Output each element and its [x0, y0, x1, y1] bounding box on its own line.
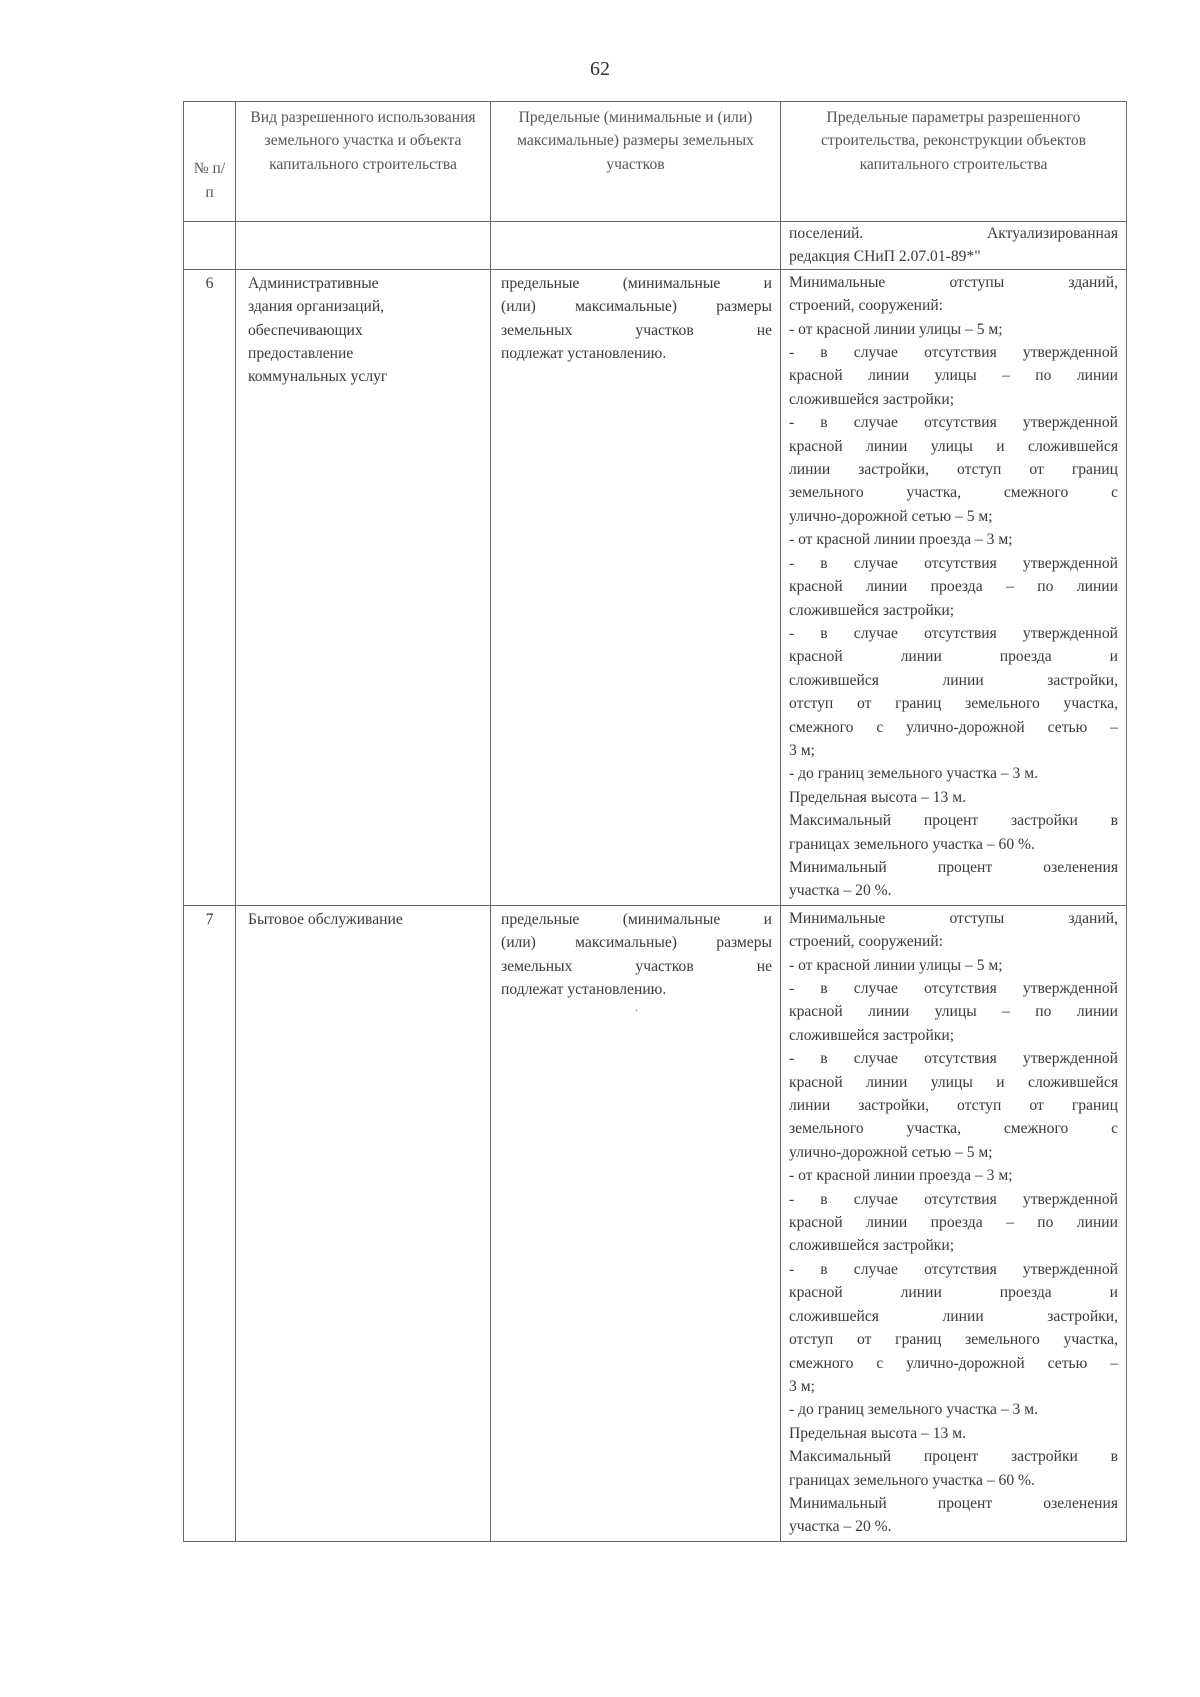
param-line: границах земельного участка – 60 %.	[789, 1471, 1035, 1489]
param-line: сложившейся линии застройки,	[789, 671, 1118, 689]
plot-size-line: земельных участков не	[501, 321, 772, 339]
param-line: красной линии проезда – по линии	[789, 1214, 1118, 1232]
plot-size-line: предельные (минимальные и	[501, 910, 772, 928]
param-line: линии застройки, отступ от границ	[789, 461, 1118, 479]
param-line: - в случае отсутствия утвержденной	[789, 1050, 1118, 1068]
param-line: Предельная высота – 13 м.	[789, 1424, 966, 1442]
param-line: красной линии улицы и сложившейся	[789, 1073, 1118, 1091]
param-line: - в случае отсутствия утвержденной	[789, 414, 1118, 432]
continuation-row	[184, 222, 1127, 270]
use-kind-cell	[236, 905, 491, 1541]
param-line: Минимальный процент озеленения	[789, 1494, 1118, 1512]
param-line: Максимальный процент застройки в	[789, 812, 1118, 830]
header-params: Предельные параметры разрешенного строительства, реконструкции объектов капитального строительства	[781, 102, 1127, 222]
param-line: красной линии улицы – по линии	[789, 1003, 1118, 1021]
param-line: сложившейся линии застройки,	[789, 1307, 1118, 1325]
table-row	[184, 269, 1127, 905]
param-line: - в случае отсутствия утвержденной	[789, 624, 1118, 642]
param-line: 3 м;	[789, 741, 815, 759]
build-params-cell	[781, 905, 1127, 1541]
header-sizes: Предельные (минимальные и (или) максимальные) размеры земельных участков	[491, 102, 781, 222]
param-line: улично-дорожной сетью – 5 м;	[789, 1143, 993, 1161]
param-line: поселений. Актуализированная	[789, 225, 1118, 242]
row-number: 6	[184, 269, 236, 905]
param-line: смежного с улично-дорожной сетью –	[789, 1354, 1118, 1372]
plot-size-cell	[491, 269, 781, 905]
use-kind-cell	[236, 269, 491, 905]
regulations-table	[183, 101, 1127, 1542]
plot-size-line: земельных участков не	[501, 957, 772, 975]
table-row	[184, 905, 1127, 1541]
param-line: улично-дорожной сетью – 5 м;	[789, 507, 993, 525]
plot-size-line: подлежат установлению.	[501, 345, 667, 363]
param-line: - от красной линии улицы – 5 м;	[789, 320, 1003, 338]
param-line: - до границ земельного участка – 3 м.	[789, 765, 1038, 783]
param-line: сложившейся застройки;	[789, 601, 955, 619]
param-line: границах земельного участка – 60 %.	[789, 835, 1035, 853]
param-line: Минимальный процент озеленения	[789, 858, 1118, 876]
param-line: строений, сооружений:	[789, 297, 944, 315]
param-line: - в случае отсутствия утвержденной	[789, 1190, 1118, 1208]
param-line: строений, сооружений:	[789, 933, 944, 951]
param-line: отступ от границ земельного участка,	[789, 1331, 1118, 1349]
plot-size-cell	[491, 905, 781, 1541]
use-kind-line: Административные	[248, 274, 379, 292]
param-line: участка – 20 %.	[789, 1518, 892, 1536]
param-line: земельного участка, смежного с	[789, 484, 1118, 502]
param-line: - в случае отсутствия утвержденной	[789, 554, 1118, 572]
page-number: 62	[590, 58, 610, 80]
param-line: - в случае отсутствия утвержденной	[789, 980, 1118, 997]
param-line: красной линии проезда и	[789, 1284, 1118, 1302]
param-line: красной линии проезда и	[789, 648, 1118, 666]
param-line: 3 м;	[789, 1377, 815, 1395]
use-kind-line: здания организаций,	[248, 298, 385, 316]
plot-size-line: подлежат установлению.	[501, 981, 667, 998]
param-line: Предельная высота – 13 м.	[789, 788, 966, 806]
use-kind-line: коммунальных услуг	[248, 368, 388, 386]
param-line: - от красной линии проезда – 3 м;	[789, 531, 1013, 549]
param-line: Максимальный процент застройки в	[789, 1448, 1118, 1466]
continuation-name-cell	[236, 222, 491, 270]
param-line: - до границ земельного участка – 3 м.	[789, 1401, 1038, 1419]
continuation-size-cell	[491, 222, 781, 270]
param-line: земельного участка, смежного с	[789, 1120, 1118, 1138]
header-kind: Вид разрешенного использования земельного участка и объекта капитального строительства	[236, 102, 491, 222]
param-line: - в случае отсутствия утвержденной	[789, 344, 1118, 362]
param-line: смежного с улично-дорожной сетью –	[789, 718, 1118, 736]
param-line: - в случае отсутствия утвержденной	[789, 1260, 1118, 1278]
plot-size-line: (или) максимальные) размеры	[501, 934, 772, 952]
header-num: № п/п	[184, 102, 236, 222]
param-line: линии застройки, отступ от границ	[789, 1097, 1118, 1115]
plot-size-line: (или) максимальные) размеры	[501, 298, 772, 316]
continuation-num-cell	[184, 222, 236, 270]
use-kind-line: предоставление	[248, 345, 354, 363]
row-number: 7	[184, 905, 236, 1541]
param-line: красной линии проезда – по линии	[789, 578, 1118, 596]
param-line: сложившейся застройки;	[789, 1237, 955, 1255]
build-params-cell	[781, 269, 1127, 905]
param-line: красной линии улицы – по линии	[789, 367, 1118, 385]
use-kind-line: Бытовое обслуживание	[248, 910, 403, 928]
param-line: Минимальные отступы зданий,	[789, 909, 1118, 927]
param-line: красной линии улицы и сложившейся	[789, 437, 1118, 455]
continuation-params-cell	[781, 222, 1127, 270]
param-line: редакция СНиП 2.07.01-89*"	[789, 248, 981, 266]
plot-size-line: предельные (минимальные и	[501, 274, 772, 292]
param-line: участка – 20 %.	[789, 882, 892, 900]
scan-dot-mark: ·	[634, 1003, 639, 1018]
param-line: сложившейся застройки;	[789, 1026, 955, 1044]
param-line: сложившейся застройки;	[789, 390, 955, 408]
param-line: - от красной линии проезда – 3 м;	[789, 1167, 1013, 1185]
param-line: отступ от границ земельного участка,	[789, 695, 1118, 713]
param-line: Минимальные отступы зданий,	[789, 273, 1118, 291]
param-line: - от красной линии улицы – 5 м;	[789, 956, 1003, 974]
use-kind-line: обеспечивающих	[248, 321, 363, 339]
table-header	[184, 102, 1127, 222]
